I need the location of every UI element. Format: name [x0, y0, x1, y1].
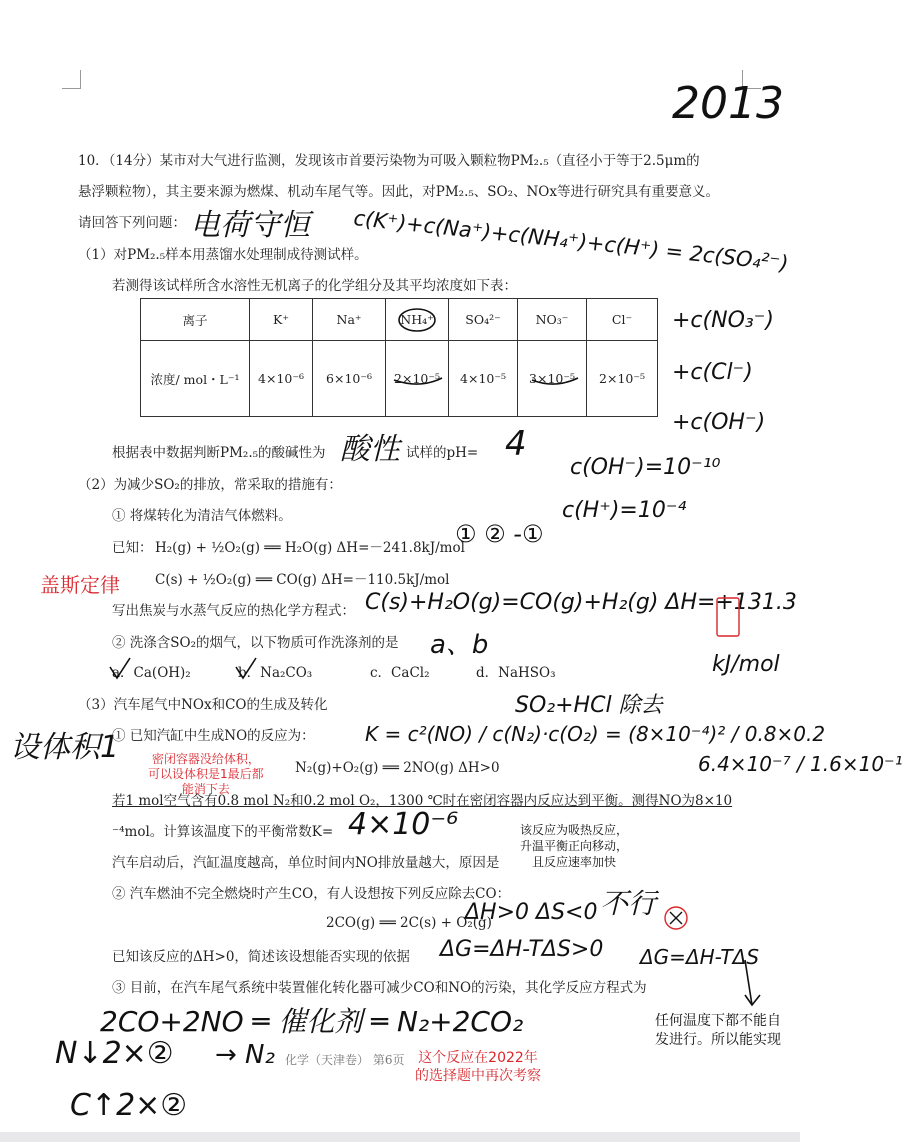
table-row	[141, 341, 658, 417]
q3-condition: 若1 mol空气含有0.8 mol N₂和0.2 mol O₂，1300 ℃时在密闭容器内反应达到平衡。测得NO为8×10	[112, 793, 733, 809]
equation-3: N₂(g)+O₂(g) ══ 2NO(g) ΔH>0	[295, 760, 500, 776]
option-a: a．Ca(OH)₂	[112, 665, 191, 681]
q2-write-text: 写出焦炭与水蒸气反应的热化学方程式：	[112, 603, 355, 619]
hw-wash-answer: a、b	[430, 630, 489, 660]
hw-so2-note: SO₂+HCl 除去	[515, 693, 663, 718]
option-d: d．NaHSO₃	[476, 665, 556, 681]
table-header-row	[141, 299, 658, 341]
option-b: b．Na₂CO₃	[238, 665, 313, 681]
hw-right-term-3: +c(OH⁻)	[672, 410, 766, 435]
hw-x-mark	[670, 912, 682, 924]
q3-2-text: ② 汽车燃油不完全燃烧时产生CO，有人设想按下列反应除去CO：	[112, 886, 511, 902]
table-cell: 4×10⁻⁶	[250, 341, 313, 417]
hw-thermo-equation: C(s)+H₂O(g)=CO(g)+H₂(g) ΔH=+131.3	[365, 590, 797, 615]
endothermic-note: 该反应为吸热反应， 升温平衡正向移动， 且反应速率加快	[520, 823, 629, 870]
hw-not-feasible: 不行	[600, 887, 657, 920]
q2-text: （2）为减少SO₂的排放，常采取的措施有：	[78, 477, 342, 493]
hw-oh-conc: c(OH⁻)=10⁻¹⁰	[570, 455, 721, 480]
hw-charge-conservation: 电荷守恒	[190, 208, 310, 243]
q3-1-text: ① 已知汽缸中生成NO的反应为：	[112, 728, 315, 744]
hw-calc: ΔG=ΔH-TΔS>0	[440, 937, 604, 962]
q1-judge: 根据表中数据判断PM₂.₅的酸碱性为	[112, 445, 326, 461]
question-title-cont: 悬浮颗粒物），其主要来源为燃煤、机动车尾气等。因此，对PM₂.₅、SO₂、NOx等进行研究具有重要意义。	[78, 184, 719, 200]
any-temp-note: 任何温度下都不能自 发进行。所以能实现	[655, 1013, 781, 1048]
table-cell: 2×10⁻⁵	[587, 341, 658, 417]
known-label: 已知：	[112, 540, 153, 556]
table-header: Na⁺	[313, 299, 386, 341]
q1-ph: 试样的pH=	[406, 445, 479, 461]
hw-circle-numbers: ① ② -①	[455, 520, 544, 548]
hw-arrow-n2: → N₂	[215, 1040, 275, 1070]
year-handwriting: 2013	[672, 78, 784, 129]
table-header: NO₃⁻	[518, 299, 587, 341]
table-cell: 3×10⁻⁵	[518, 341, 587, 417]
q3-condition-cont: ⁻⁴mol。计算该温度下的平衡常数K=	[112, 824, 334, 840]
q3-3-text: ③ 目前，在汽车尾气系统中装置催化转化器可减少CO和NO的污染，其化学反应方程式为	[112, 980, 647, 996]
q2-1-text: ① 将煤转化为清洁气体燃料。	[112, 508, 292, 524]
volume-note: 密闭容器没给体积， 可以设体积是1最后都 能消下去	[148, 752, 264, 796]
hw-acidic: 酸性	[340, 432, 400, 467]
crop-mark-top-left	[62, 70, 81, 89]
q3-reason: 汽车启动后，汽缸温度越高，单位时间内NO排放量越大，原因是	[112, 855, 500, 871]
option-c: c．CaCl₂	[370, 665, 430, 681]
hw-right-term-1: +c(NO₃⁻)	[672, 308, 774, 333]
hw-h-conc: c(H⁺)=10⁻⁴	[562, 498, 687, 523]
hw-circle-x	[665, 907, 687, 929]
equation-4: 2CO(g) ══ 2C(s) + O₂(g)	[326, 915, 492, 931]
hw-unit: kJ/mol	[712, 652, 780, 677]
hw-k-answer: 4×10⁻⁶	[348, 807, 459, 842]
hw-k-expression: K = c²(NO) / c(N₂)·c(O₂) = (8×10⁻⁴)² / 0.8×0.2	[365, 722, 826, 746]
page-footer: 化学（天津卷） 第6页	[285, 1053, 405, 1067]
hw-charge-equation: c(K⁺)+c(Na⁺)+c(NH₄⁺)+c(H⁺) = 2c(SO₄²⁻)	[352, 206, 790, 276]
table-cell: 2×10⁻⁵	[386, 341, 449, 417]
table-header: K⁺	[250, 299, 313, 341]
hess-law-note: 盖斯定律	[40, 573, 120, 597]
equation-2: C(s) + ½O₂(g) ══ CO(g) ΔH=－110.5kJ/mol	[155, 572, 450, 588]
q1-desc: 若测得该试样所含水溶性无机离子的化学组分及其平均浓度如下表：	[112, 278, 517, 294]
table-header: SO₄²⁻	[449, 299, 518, 341]
table-header: NH₄⁺	[386, 299, 449, 341]
table-cell: 4×10⁻⁵	[449, 341, 518, 417]
q1-text: （1）对PM₂.₅样本用蒸馏水处理制成待测试样。	[78, 247, 368, 263]
table-cell: 6×10⁻⁶	[313, 341, 386, 417]
hw-c-oxidize: C↑2×②	[70, 1088, 188, 1123]
hw-right-term-2: +c(Cl⁻)	[672, 360, 753, 385]
equation-1: H₂(g) + ½O₂(g) ══ H₂O(g) ΔH=－241.8kJ/mol	[155, 540, 465, 556]
hw-dg: ΔG=ΔH-TΔS	[640, 945, 760, 969]
q3-text: （3）汽车尾气中NOx和CO的生成及转化	[78, 697, 328, 713]
hw-catalytic-equation: 2CO+2NO ═ 催化剂 ═ N₂+2CO₂	[100, 1005, 524, 1038]
question-title: 10．（14分）某市对大气进行监测，发现该市首要污染物为可吸入颗粒物PM₂.₅（直径小于等于2.5μm的	[78, 153, 700, 169]
question-prompt: 请回答下列问题：	[78, 215, 186, 231]
exam-2022-note: 这个反应在2022年 的选择题中再次考察	[415, 1050, 541, 1084]
ion-table	[140, 298, 658, 417]
hw-set-volume: 设体积1	[10, 730, 120, 765]
bottom-bar	[0, 1132, 800, 1142]
hw-ph-value: 4	[505, 424, 527, 464]
hw-value: 6.4×10⁻⁷ / 1.6×10⁻¹	[698, 752, 903, 776]
q2-2-text: ② 洗涤含SO₂的烟气，以下物质可作洗涤剂的是	[112, 635, 399, 651]
hw-n-reduce: N↓2×②	[55, 1036, 174, 1071]
table-row-label: 浓度/ mol・L⁻¹	[141, 341, 250, 417]
table-header: Cl⁻	[587, 299, 658, 341]
table-header: 离子	[141, 299, 250, 341]
hw-dh-ds: ΔH>0 ΔS<0	[465, 900, 598, 925]
q3-2b-text: 已知该反应的ΔH>0，简述该设想能否实现的依据	[112, 949, 410, 965]
